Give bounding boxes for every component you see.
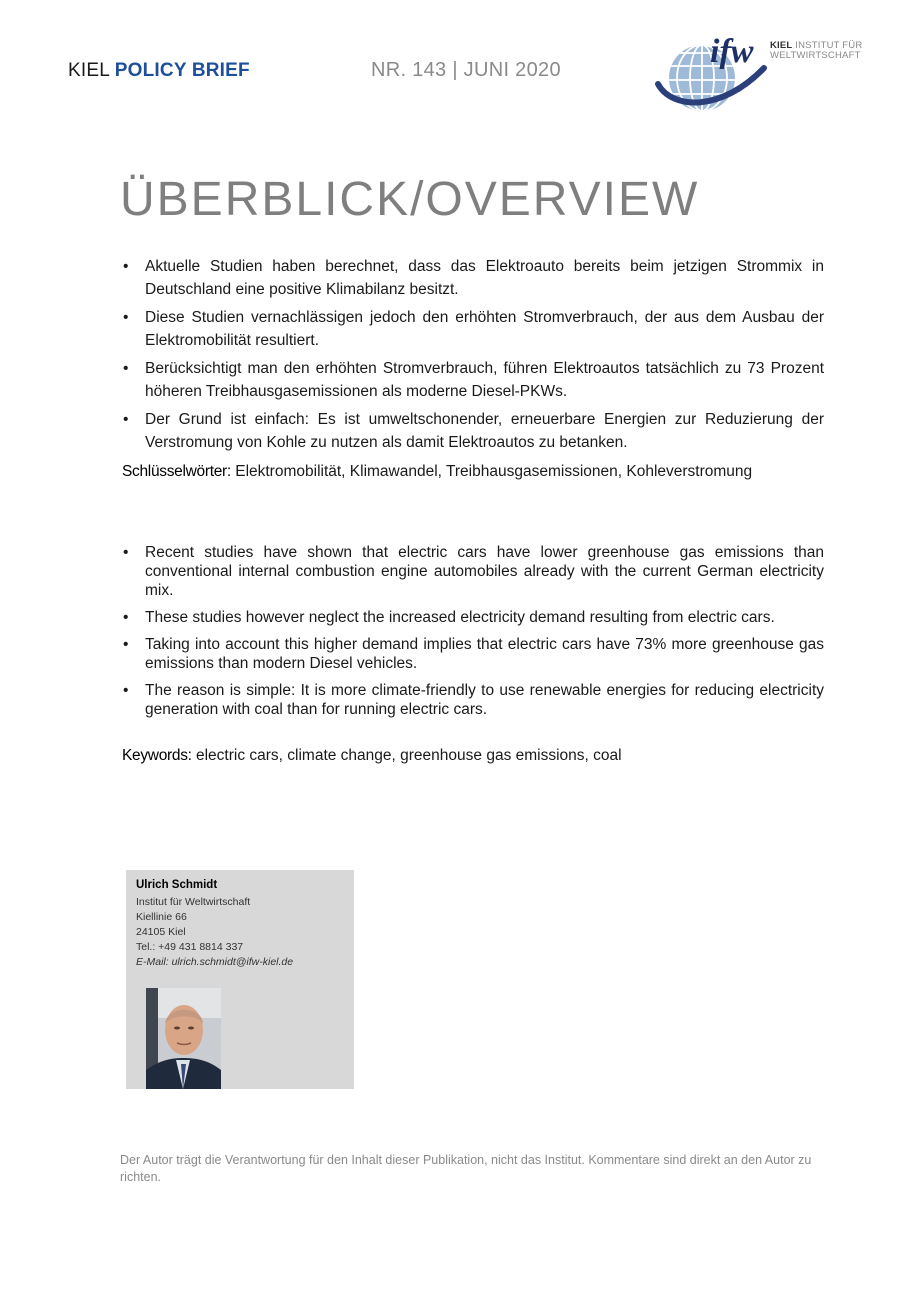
ifw-logo	[652, 28, 882, 114]
author-street: Kiellinie 66	[136, 911, 187, 923]
english-keywords	[122, 747, 622, 765]
list-item: • Taking into account this higher demand implies that electric cars have 73% more greenhouse gas emissions than modern Diesel vehicles.	[120, 635, 824, 673]
disclaimer: Der Autor trägt die Verantwortung für den Inhalt dieser Publikation, nicht das Institut. Kommentare sind direkt an den Autor zu richten.	[120, 1153, 812, 1184]
list-item: • Der Grund ist einfach: Es ist umweltschonender, erneuerbare Energien zur Reduzierung der Verstromung von Kohle zu nutzen als damit Elektroautos zu betanken.	[120, 409, 824, 454]
german-keywords-label: Schlüsselwörter:	[122, 463, 231, 480]
logo-kiel: KIEL	[770, 40, 793, 51]
logo-mark: ifw	[710, 33, 754, 70]
author-institute: Institut für Weltwirtschaft	[136, 896, 251, 908]
list-item: • The reason is simple: It is more climate-friendly to use renewable energies for reducing electricity generation with coal than for running electric cars.	[120, 681, 824, 719]
author-photo	[146, 988, 221, 1089]
brand-prefix: KIEL	[68, 60, 115, 81]
german-keywords-text: Elektromobilität, Klimawandel, Treibhausgasemissionen, Kohleverstromung	[230, 463, 753, 480]
list-item: • Recent studies have shown that electric cars have lower greenhouse gas emissions than conventional internal combustion engine automobiles already with the current German electricity mix.	[120, 543, 824, 600]
english-summary-list	[120, 543, 824, 727]
logo-institut: INSTITUT FÜR	[792, 40, 863, 51]
english-keywords-label: Keywords:	[122, 747, 192, 764]
author-city: 24105 Kiel	[136, 926, 186, 938]
list-item: • These studies however neglect the increased electricity demand resulting from electric cars.	[120, 608, 824, 627]
list-item: • Diese Studien vernachlässigen jedoch den erhöhten Stromverbrauch, der aus dem Ausbau der Elektromobilität resultiert.	[120, 307, 824, 352]
german-summary-list	[120, 256, 824, 460]
author-email[interactable]: E-Mail: ulrich.schmidt@ifw-kiel.de	[136, 956, 294, 968]
english-keywords-text: electric cars, climate change, greenhouse gas emissions, coal	[191, 747, 622, 764]
author-phone: Tel.: +49 431 8814 337	[136, 941, 244, 953]
globe-icon	[652, 28, 772, 114]
logo-institute-name	[770, 41, 862, 61]
author-box	[126, 870, 354, 1089]
brand-main: POLICY BRIEF	[114, 60, 250, 81]
page-title: ÜBERBLICK/OVERVIEW	[120, 173, 700, 226]
author-name: Ulrich Schmidt	[136, 879, 218, 891]
publication-brand	[68, 60, 250, 82]
list-item: • Aktuelle Studien haben berechnet, dass das Elektroauto bereits beim jetzigen Strommix in Deutschland eine positive Klimabilanz besitzt.	[120, 256, 824, 301]
german-keywords	[122, 463, 752, 481]
issue-number: NR. 143 | JUNI 2020	[371, 59, 561, 81]
list-item: • Berücksichtigt man den erhöhten Stromverbrauch, führen Elektroautos tatsächlich zu 73 Prozent höheren Treibhausgasemissionen als moderne Diesel-PKWs.	[120, 358, 824, 403]
logo-weltwirtschaft: WELTWIRTSCHAFT	[770, 50, 861, 61]
